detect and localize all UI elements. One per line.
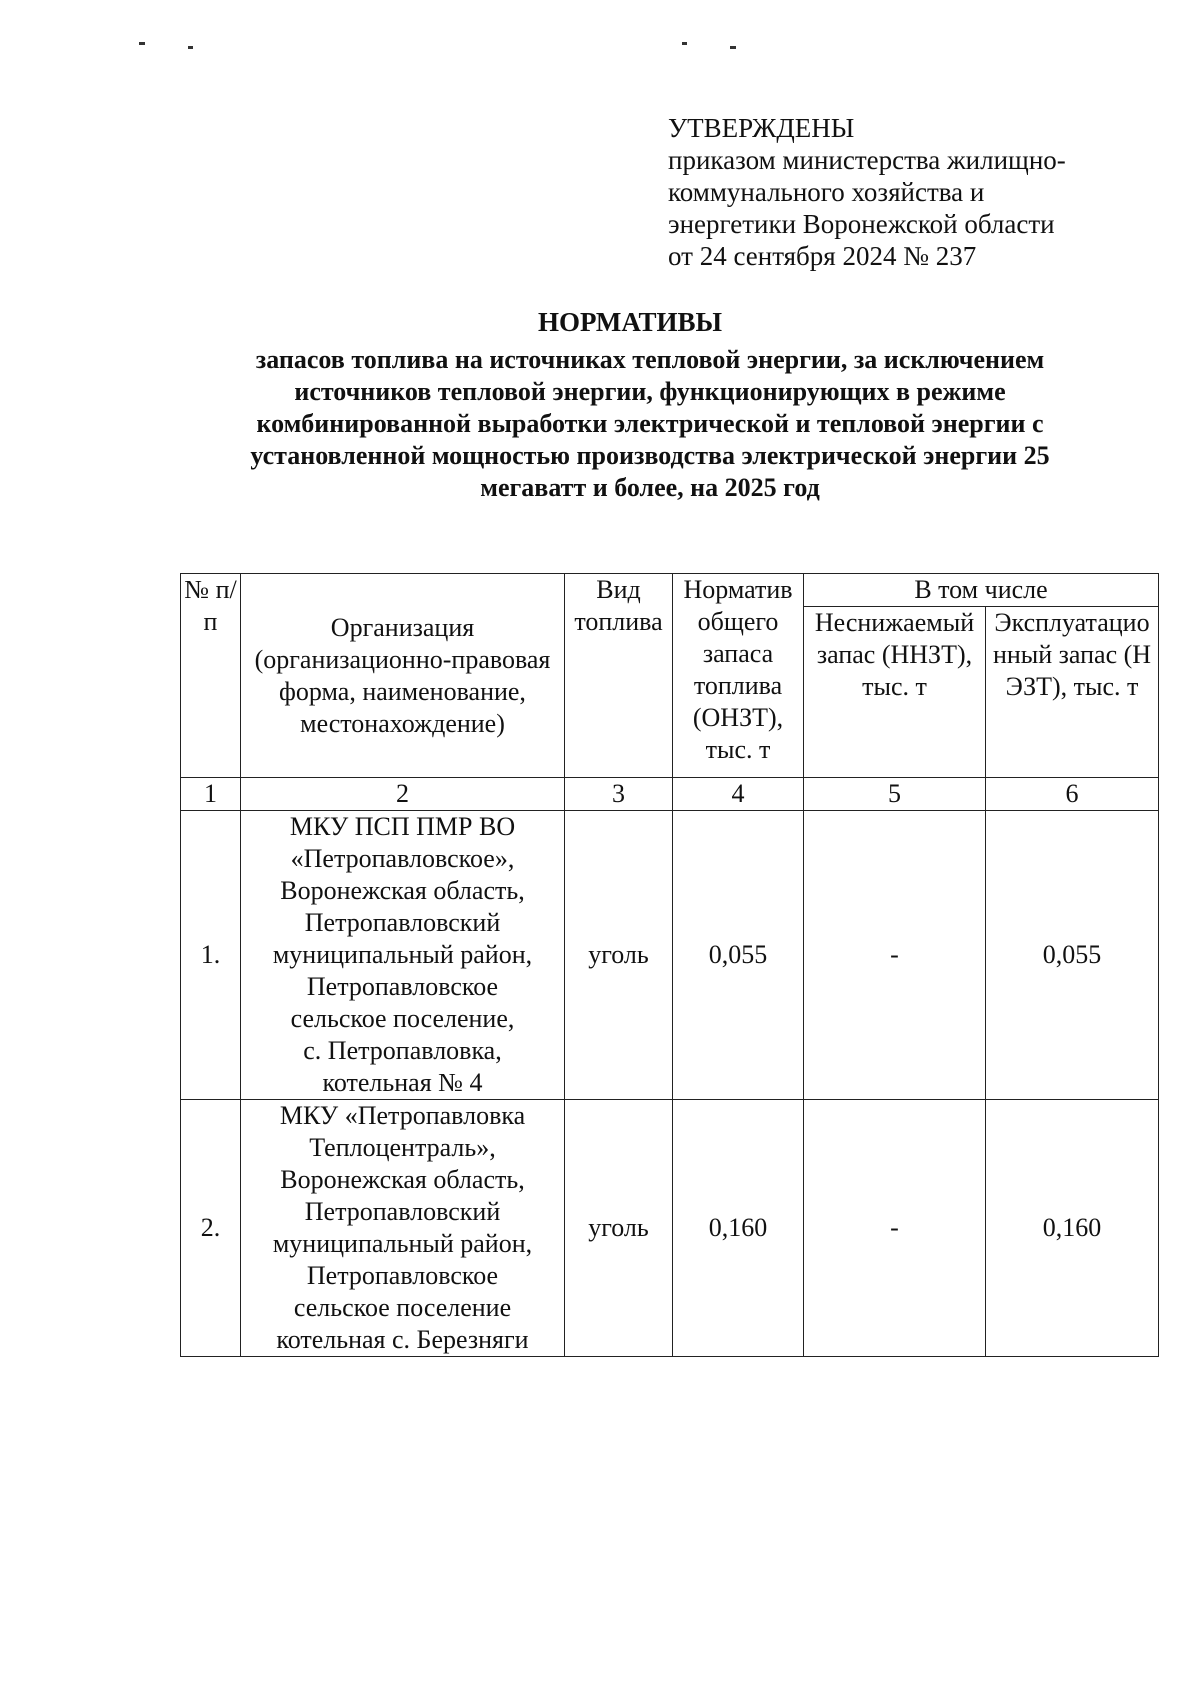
- row-nezt: 0,055: [986, 811, 1159, 1100]
- norms-table: [180, 573, 1159, 1357]
- row-total: 0,055: [673, 811, 804, 1100]
- subtitle-line: мегаватт и более, на 2025 год: [480, 473, 820, 502]
- org-line: муниципальный район,: [272, 940, 533, 969]
- approval-line: коммунального хозяйства и: [668, 177, 985, 207]
- org-line: котельная с. Березняги: [276, 1325, 529, 1354]
- subtitle-line: комбинированной выработки электрической и тепловой энергии с: [256, 409, 1044, 438]
- row-fuel: уголь: [565, 1100, 673, 1357]
- org-line: Воронежская область,: [280, 876, 525, 905]
- header-fuel-type: Вид топлива: [565, 574, 673, 778]
- header-nnzt: Неснижаемый запас (ННЗТ), тыс. т: [804, 607, 986, 778]
- org-line: муниципальный район,: [272, 1229, 533, 1258]
- subtitle-line: установленной мощностью производства электрической энергии 25: [250, 441, 1050, 470]
- org-line: Петропавловское: [306, 1261, 499, 1290]
- org-line: Петропавловское: [306, 972, 499, 1001]
- org-line: Петропавловский: [304, 908, 501, 937]
- org-line: «Петропавловское»,: [290, 844, 515, 873]
- row-num: 1.: [181, 811, 241, 1100]
- row-num: 2.: [181, 1100, 241, 1357]
- scan-mark: [188, 46, 193, 49]
- org-line: сельское поселение: [293, 1293, 512, 1322]
- header-num: № п/п: [181, 574, 241, 778]
- scan-mark: [682, 42, 687, 45]
- subtitle-line: запасов топлива на источниках тепловой энергии, за исключением: [255, 345, 1045, 374]
- column-number: 3: [565, 778, 673, 811]
- document-subtitle: [190, 344, 1110, 504]
- column-number: 5: [804, 778, 986, 811]
- approval-line: приказом министерства жилищно-: [668, 145, 1066, 175]
- org-line: сельское поселение,: [290, 1004, 515, 1033]
- header-nezt: Эксплуатационный запас (НЭЗТ), тыс. т: [986, 607, 1159, 778]
- scan-mark: [730, 46, 736, 49]
- approval-heading: УТВЕРЖДЕНЫ: [668, 113, 855, 143]
- table-row: [181, 811, 1159, 1100]
- scan-mark: [139, 42, 145, 45]
- org-line: Теплоцентраль»,: [309, 1133, 496, 1162]
- header-organization: Организация (организационно-правовая форма, наименование, местонахождение): [241, 574, 565, 778]
- org-line: МКУ «Петропавловка: [279, 1101, 526, 1130]
- org-line: с. Петропавловка,: [303, 1036, 502, 1065]
- row-nnzt: -: [804, 811, 986, 1100]
- row-total: 0,160: [673, 1100, 804, 1357]
- org-line: котельная № 4: [322, 1068, 483, 1097]
- column-number: 2: [241, 778, 565, 811]
- org-line: Петропавловский: [304, 1197, 501, 1226]
- column-number: 6: [986, 778, 1159, 811]
- approval-line: от 24 сентября 2024 № 237: [668, 241, 977, 271]
- table-row: [181, 1100, 1159, 1357]
- org-line: МКУ ПСП ПМР ВО: [289, 812, 516, 841]
- header-total-reserve: Норматив общего запаса топлива (ОНЗТ), тыс. т: [673, 574, 804, 778]
- column-number: 4: [673, 778, 804, 811]
- org-line: Воронежская область,: [280, 1165, 525, 1194]
- row-organization: [241, 811, 565, 1100]
- row-organization: [241, 1100, 565, 1357]
- header-including-group: В том числе: [804, 574, 1159, 607]
- row-nnzt: -: [804, 1100, 986, 1357]
- row-nezt: 0,160: [986, 1100, 1159, 1357]
- approval-block: [668, 112, 1108, 272]
- approval-line: энергетики Воронежской области: [668, 209, 1055, 239]
- document-title: НОРМАТИВЫ: [537, 307, 723, 337]
- row-fuel: уголь: [565, 811, 673, 1100]
- subtitle-line: источников тепловой энергии, функционирующих в режиме: [294, 377, 1006, 406]
- column-number: 1: [181, 778, 241, 811]
